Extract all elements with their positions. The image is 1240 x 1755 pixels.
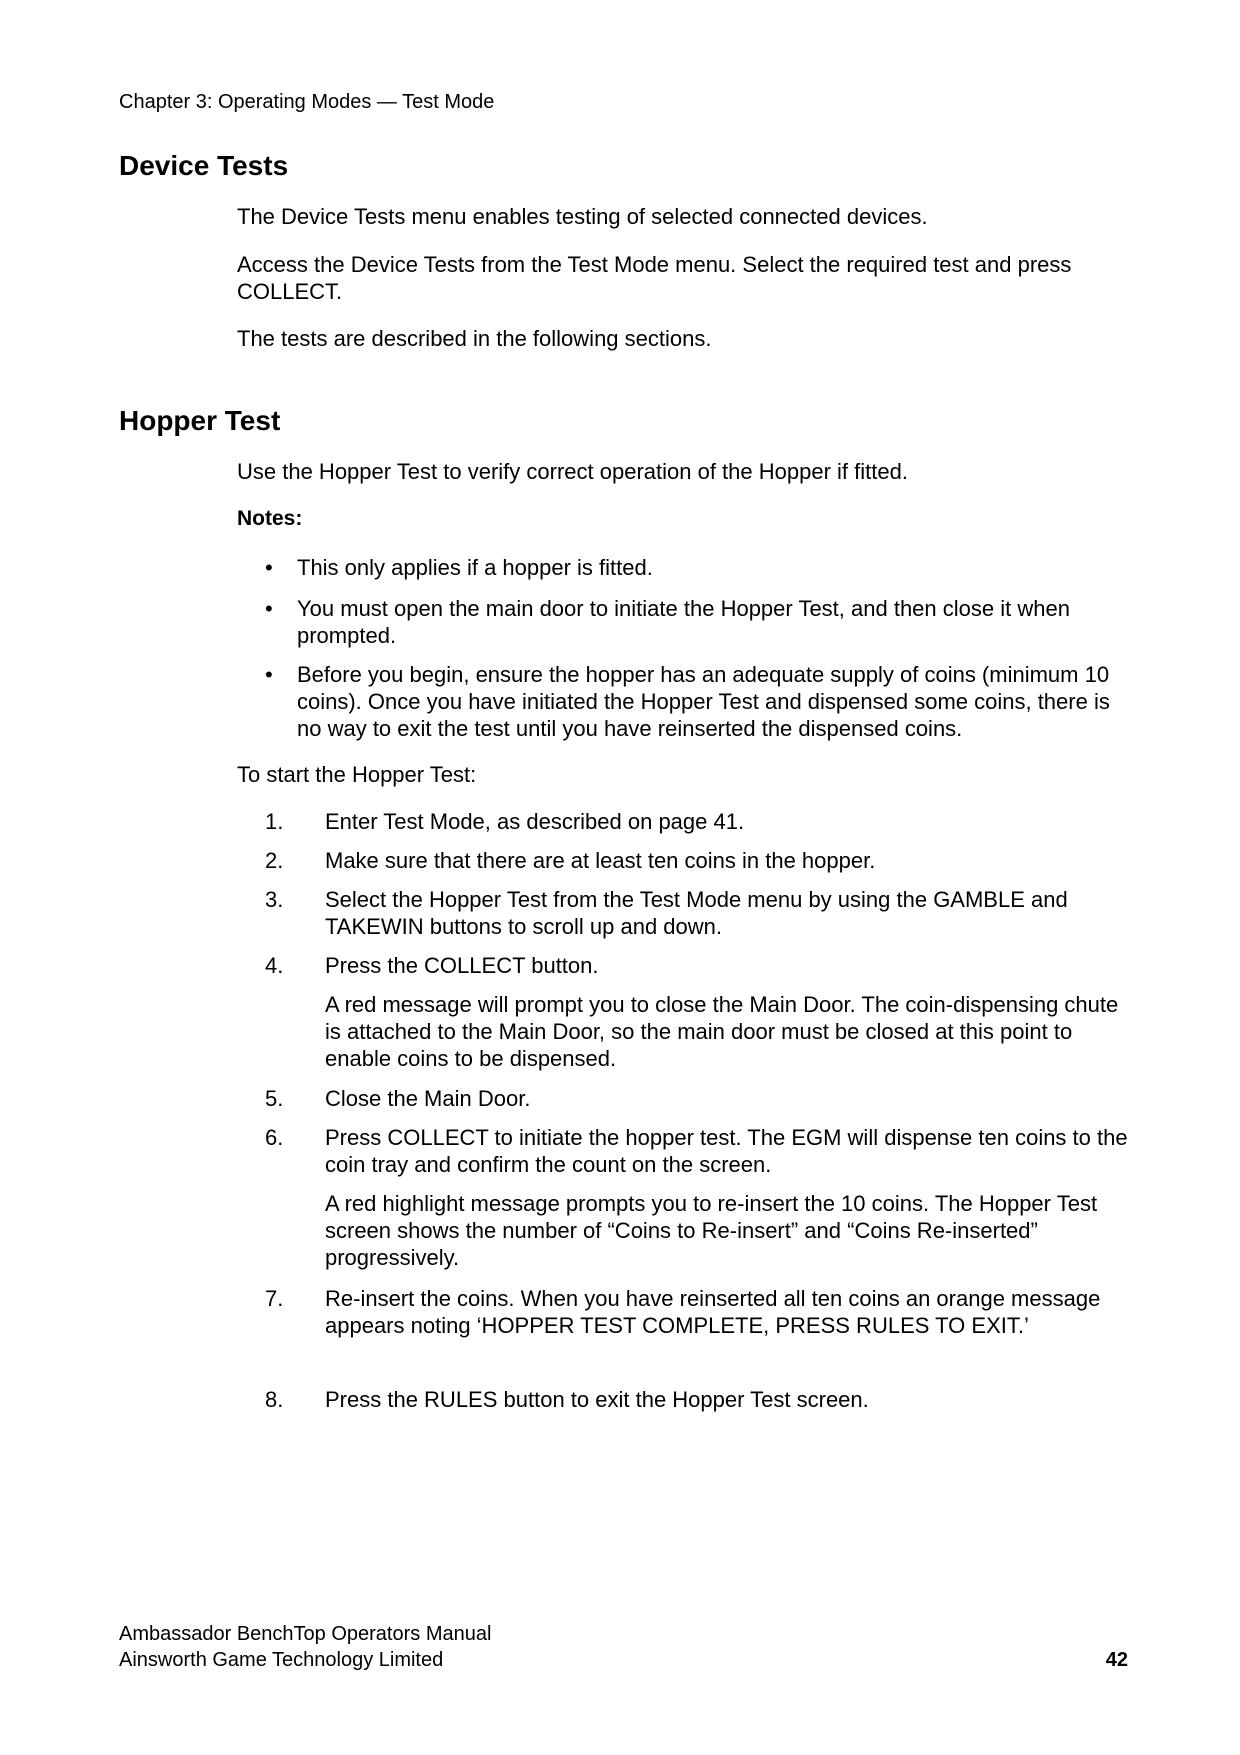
- step-detail: A red highlight message prompts you to re-insert the 10 coins. The Hopper Test screen shows the number of “Coins to Re-insert” and “Coins Re-inserted” progressively.: [325, 1191, 1098, 1270]
- step-number: 1.: [265, 809, 284, 834]
- step-text: Press the COLLECT button.: [325, 953, 599, 978]
- step-text: Press the RULES button to exit the Hopper Test screen.: [325, 1387, 869, 1412]
- footer-company: Ainsworth Game Technology Limited: [119, 1649, 444, 1671]
- bullet-icon: •: [265, 555, 273, 580]
- step-detail: A red message will prompt you to close the Main Door. The coin-dispensing chute is attached to the Main Door, so the main door must be closed at this point to enable coins to be dispensed.: [325, 992, 1119, 1071]
- step-number: 5.: [265, 1086, 284, 1111]
- notes-label: Notes:: [237, 507, 303, 530]
- step-text: Make sure that there are at least ten coins in the hopper.: [325, 848, 876, 873]
- note-text: You must open the main door to initiate the Hopper Test, and then close it when prompted.: [297, 596, 1070, 648]
- device-tests-paragraph: The Device Tests menu enables testing of selected connected devices.: [237, 204, 928, 229]
- step-number: 7.: [265, 1286, 284, 1311]
- step-number: 2.: [265, 848, 284, 873]
- step-number: 4.: [265, 953, 284, 978]
- step-text: Re-insert the coins. When you have reinserted all ten coins an orange message appears noting ‘HOPPER TEST COMPLETE, PRESS RULES TO EXIT.’: [325, 1286, 1101, 1338]
- running-header: Chapter 3: Operating Modes — Test Mode: [119, 91, 495, 113]
- step-number: 8.: [265, 1387, 284, 1412]
- step-text: Select the Hopper Test from the Test Mode menu by using the GAMBLE and TAKEWIN buttons to scroll up and down.: [325, 887, 1068, 939]
- device-tests-paragraph: The tests are described in the following sections.: [237, 326, 712, 351]
- footer-manual-title: Ambassador BenchTop Operators Manual: [119, 1623, 492, 1645]
- device-tests-paragraph: Access the Device Tests from the Test Mode menu. Select the required test and press COLLECT.: [237, 252, 1072, 304]
- step-number: 3.: [265, 887, 284, 912]
- note-text: Before you begin, ensure the hopper has an adequate supply of coins (minimum 10 coins). Once you have initiated the Hopper Test and dispensed some coins, there is no way to exit the test until you have reinserted the dispensed coins.: [297, 662, 1110, 741]
- section-heading-device-tests: Device Tests: [119, 150, 289, 181]
- hopper-test-intro: Use the Hopper Test to verify correct operation of the Hopper if fitted.: [237, 459, 908, 484]
- step-number: 6.: [265, 1125, 284, 1150]
- page-number: 42: [1105, 1649, 1128, 1671]
- step-text: Press COLLECT to initiate the hopper test. The EGM will dispense ten coins to the coin tray and confirm the count on the screen.: [325, 1125, 1128, 1177]
- bullet-icon: •: [265, 596, 273, 621]
- steps-intro: To start the Hopper Test:: [237, 762, 477, 787]
- step-text: Close the Main Door.: [325, 1086, 531, 1111]
- section-heading-hopper-test: Hopper Test: [119, 405, 281, 436]
- note-text: This only applies if a hopper is fitted.: [297, 555, 653, 580]
- step-text: Enter Test Mode, as described on page 41.: [325, 809, 745, 834]
- bullet-icon: •: [265, 662, 273, 687]
